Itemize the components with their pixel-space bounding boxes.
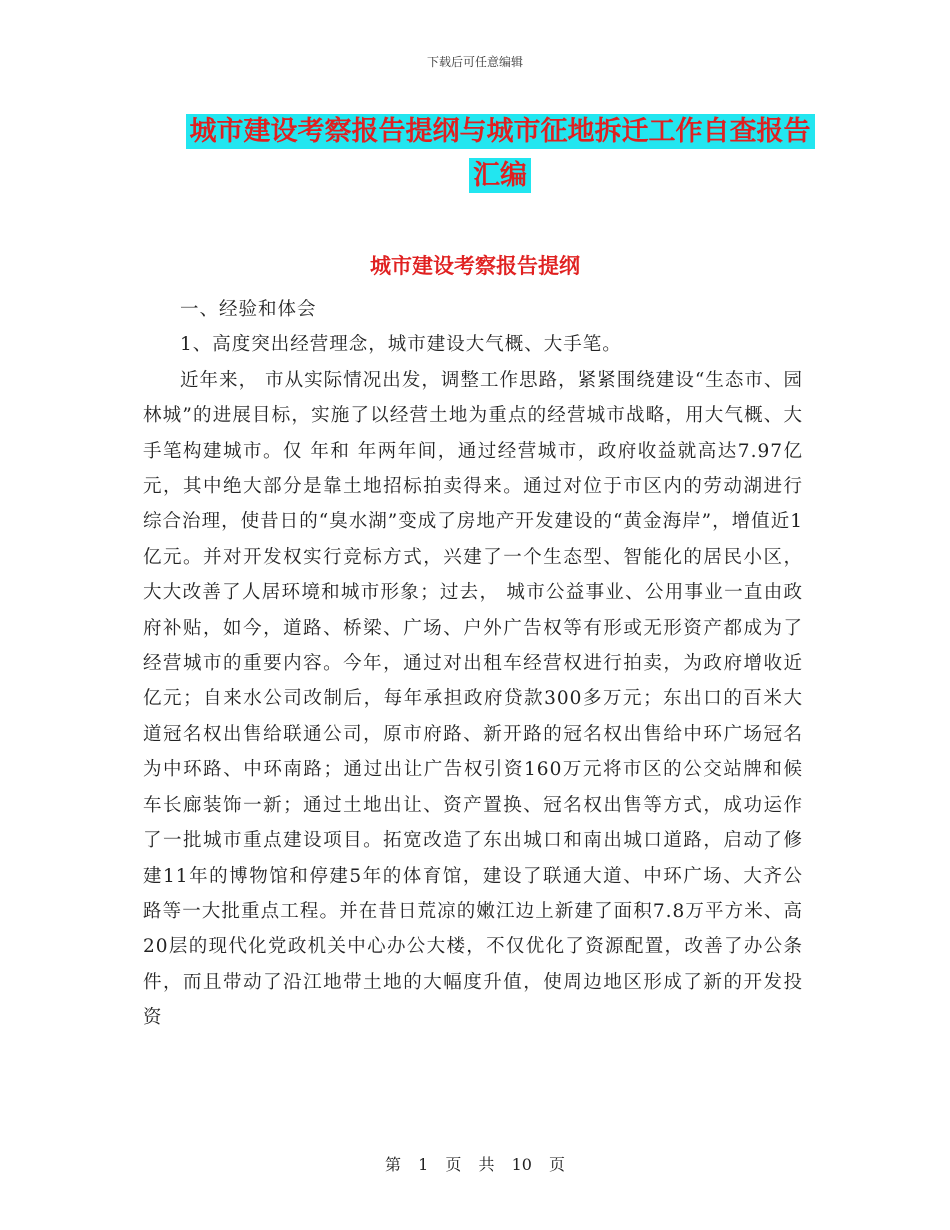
section-title: 城市建设考察报告提纲 — [370, 253, 580, 278]
footer-mid-1: 页 — [445, 1155, 462, 1174]
header-note: 下载后可任意编辑 — [426, 55, 523, 69]
paragraph-body: 近年来， 市从实际情况出发，调整工作思路，紧紧围绕建设“生态市、园林城”的进展目标，实施了以经营土地为重点的经营城市战略，用大气概、大手笔构建城市。仅 年和 年两年间，通过经营城市，政府收益就高达7.97亿元，其中绝大部分是靠土地招标拍卖得来。通过对位于市区内的劳动湖进行综合治理，使昔日的“臭水湖”变成了房地产开发建设的“黄金海岸”，增值近1亿元。并对开发权实行竞标方式，兴建了一个生态型、智能化的居民小区，大大改善了人居环境和城市形象；过去， 城市公益事业、公用事业一直由政府补贴，如今，道路、桥梁、广场、户外广告权等有形或无形资产都成为了经营城市的重要内容。今年，通过对出租车经营权进行拍卖，为政府增收近亿元；自来水公司改制后，每年承担政府贷款300多万元；东出口的百米大道冠名权出售给联通公司，原市府路、新开路的冠名权出售给中环广场冠名为中环路、中环南路；通过出让广告权引资160万元将市区的公交站牌和候车长廊装饰一新；通过土地出让、资产置换、冠名权出售等方式，成功运作了一批城市重点建设项目。拓宽改造了东出城口和南出城口道路，启动了修建11年的博物馆和停建5年的体育馆，建设了联通大道、中环广场、大齐公路等一大批重点工程。并在昔日荒凉的嫩江边上新建了面积7.8万平方米、高20层的现代化党政机关中心办公大楼，不仅优化了资源配置，改善了办公条件，而且带动了沿江地带土地的大幅度升值，使周边地区形成了新的开发投资 — [143, 369, 803, 1029]
body-text — [143, 292, 803, 1036]
footer-page-number: 1 — [418, 1155, 429, 1174]
footer-total-pages: 10 — [511, 1155, 532, 1174]
document-title — [185, 110, 815, 198]
footer-prefix: 第 — [384, 1155, 401, 1174]
page-footer — [0, 1152, 950, 1175]
paragraph-heading: 一、经验和体会 — [180, 299, 317, 320]
title-line-1: 城市建设考察报告提纲与城市征地拆迁工作自查报告 — [186, 114, 815, 149]
title-line-2: 汇编 — [469, 158, 531, 193]
footer-suffix: 页 — [549, 1155, 566, 1174]
paragraph-subheading: 1、高度突出经营理念，城市建设大气概、大手笔。 — [180, 334, 622, 356]
footer-mid-2: 共 — [478, 1155, 495, 1174]
